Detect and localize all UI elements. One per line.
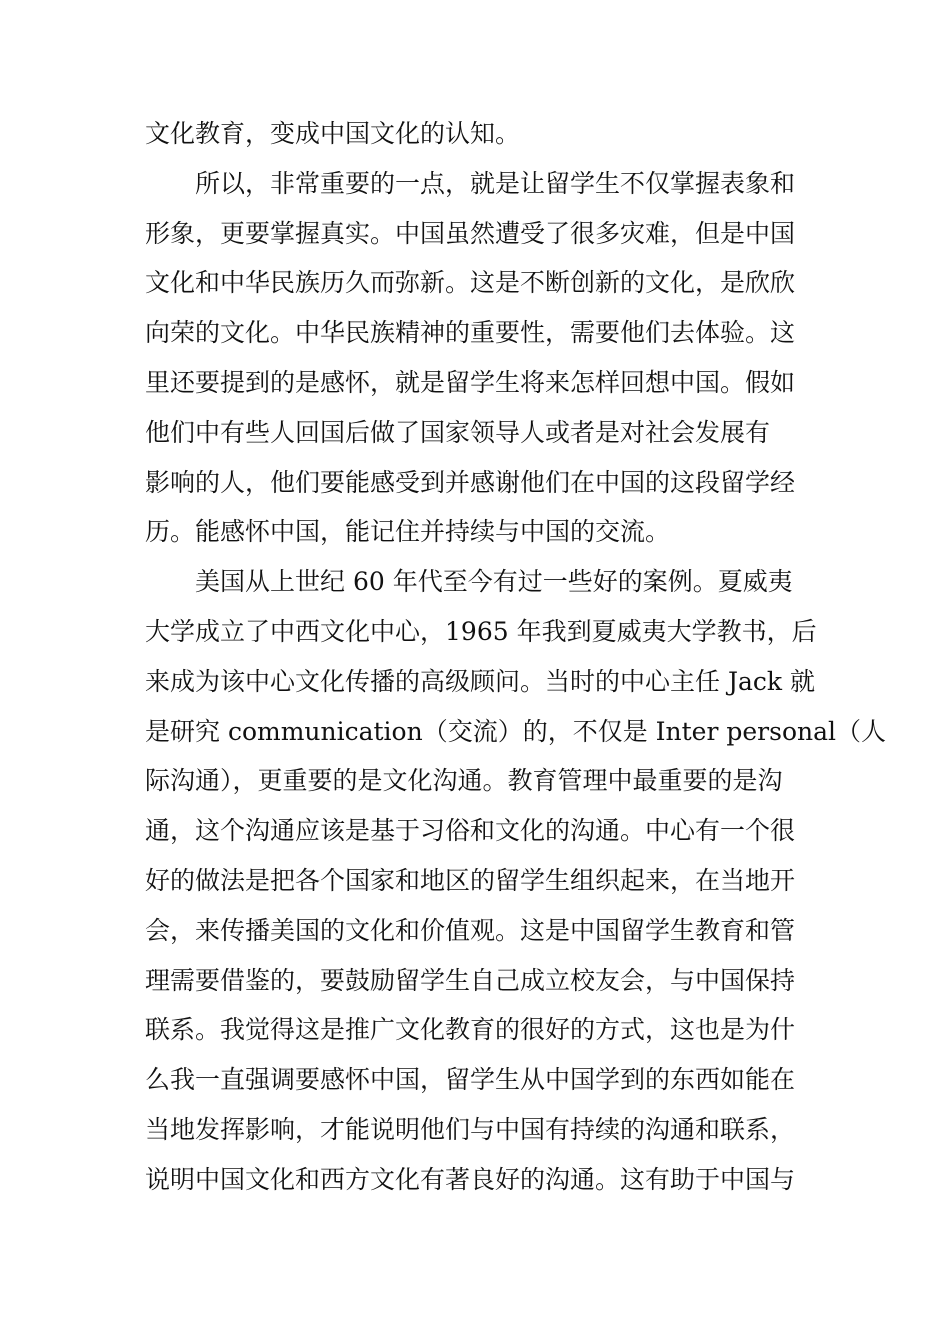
- text-line: 形象，更要掌握真实。中国虽然遭受了很多灾难，但是中国: [145, 218, 796, 248]
- text-line: 通，这个沟通应该是基于习俗和文化的沟通。中心有一个很: [145, 816, 796, 846]
- text-line: 历。能感怀中国，能记住并持续与中国的交流。: [145, 517, 671, 547]
- text-line: 来成为该中心文化传播的高级顾问。当时的中心主任 Jack 就: [145, 666, 815, 696]
- text-line: 会，来传播美国的文化和价值观。这是中国留学生教育和管: [145, 915, 796, 945]
- text-line: 所以，非常重要的一点，就是让留学生不仅掌握表象和: [145, 168, 796, 198]
- text-line: 美国从上世纪 60 年代至今有过一些好的案例。夏威夷: [145, 567, 793, 597]
- text-line: 么我一直强调要感怀中国，留学生从中国学到的东西如能在: [145, 1065, 796, 1095]
- text-line: 联系。我觉得这是推广文化教育的很好的方式，这也是为什: [145, 1015, 796, 1045]
- text-line: 际沟通），更重要的是文化沟通。教育管理中最重要的是沟: [145, 766, 783, 796]
- text-line: 大学成立了中西文化中心，1965 年我到夏威夷大学教书，后: [145, 616, 817, 646]
- text-line: 是研究 communication（交流）的，不仅是 Inter personal（人: [145, 716, 887, 746]
- text-line: 当地发挥影响，才能说明他们与中国有持续的沟通和联系，: [145, 1114, 796, 1144]
- text-line: 里还要提到的是感怀，就是留学生将来怎样回想中国。假如: [145, 367, 796, 397]
- text-line: 理需要借鉴的，要鼓励留学生自己成立校友会，与中国保持: [145, 965, 796, 995]
- text-line: 向荣的文化。中华民族精神的重要性，需要他们去体验。这: [145, 318, 796, 348]
- text-line: 说明中国文化和西方文化有著良好的沟通。这有助于中国与: [145, 1164, 796, 1194]
- body-text: [145, 109, 887, 1205]
- text-line: 文化教育，变成中国文化的认知。: [145, 119, 521, 148]
- text-line: 好的做法是把各个国家和地区的留学生组织起来，在当地开: [145, 865, 796, 895]
- text-line: 影响的人，他们要能感受到并感谢他们在中国的这段留学经: [145, 467, 796, 497]
- text-line: 文化和中华民族历久而弥新。这是不断创新的文化，是欣欣: [145, 268, 796, 298]
- text-line: 他们中有些人回国后做了国家领导人或者是对社会发展有: [145, 417, 771, 447]
